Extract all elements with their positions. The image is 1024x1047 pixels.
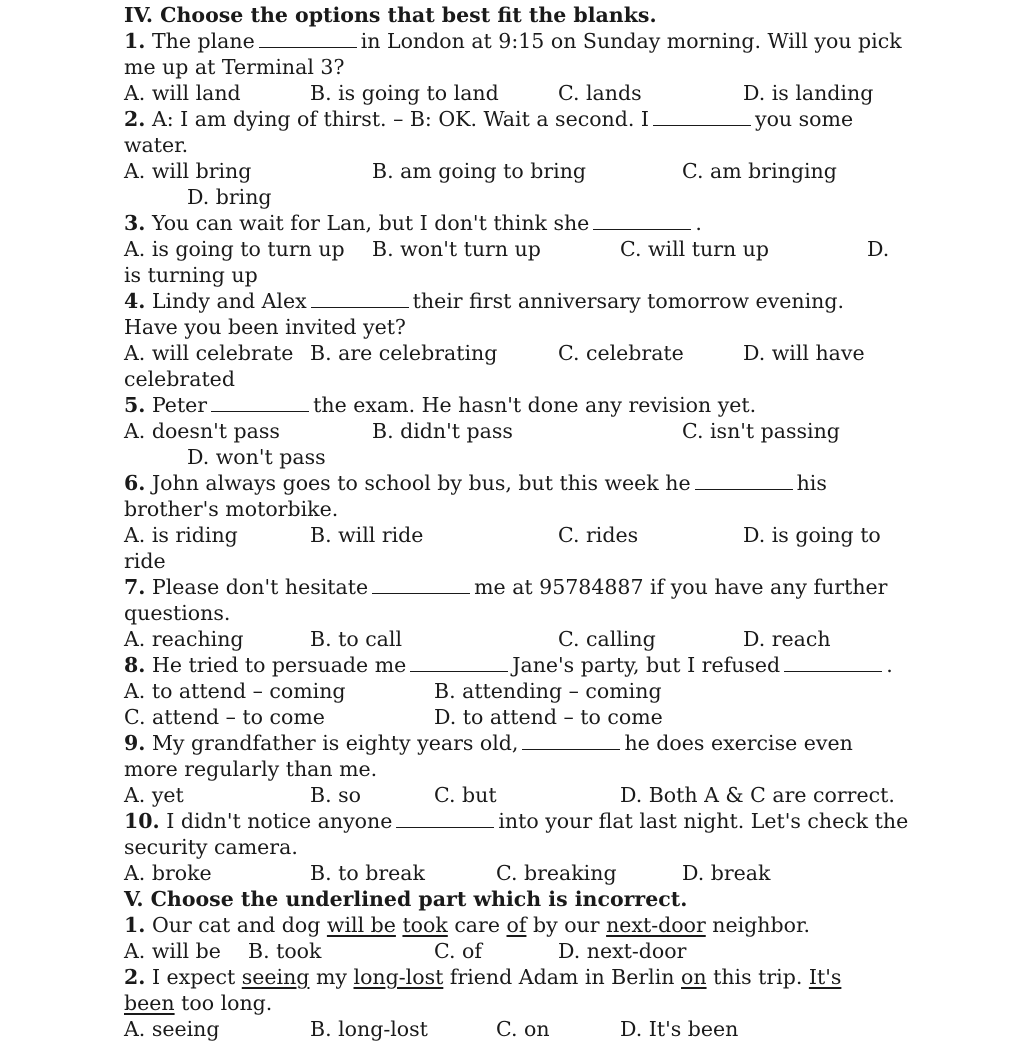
q6-option-c[interactable]: C. rides — [558, 523, 639, 547]
section-5-heading: V. Choose the underlined part which is incorrect. — [124, 887, 688, 911]
q7-options — [124, 626, 914, 652]
s5-q2-underline-b: long-lost — [353, 965, 444, 989]
s5-q1-text-4: neighbor. — [712, 913, 811, 937]
q6-option-b[interactable]: B. will ride — [310, 523, 424, 547]
q3-text-post: . — [695, 211, 702, 235]
s5-q1-text-3: by our — [532, 913, 600, 937]
q3-option-d[interactable]: D. — [867, 237, 890, 261]
q7-stem-cont: questions. — [124, 601, 231, 625]
q3-number: 3. — [124, 211, 146, 235]
q6-option-d[interactable]: D. is going to — [743, 523, 881, 547]
s5-q2-options — [124, 1016, 914, 1042]
s5-q1-option-a[interactable]: A. will be — [124, 939, 221, 963]
q2-options — [124, 158, 914, 184]
q4-option-d[interactable]: D. will have — [743, 341, 865, 365]
q5-option-c[interactable]: C. isn't passing — [682, 419, 840, 443]
q4-option-b[interactable]: B. are celebrating — [310, 341, 498, 365]
q1-number: 1. — [124, 29, 146, 53]
q4-text-post: their first anniversary tomorrow evening. — [412, 289, 844, 313]
q4-blank — [311, 288, 409, 308]
q8-stem — [124, 652, 914, 678]
q1-option-c[interactable]: C. lands — [558, 81, 642, 105]
s5-q2-text-4: this trip. — [713, 965, 803, 989]
q8-text-pre: He tried to persuade me — [151, 653, 407, 677]
s5-q2-text-2: my — [315, 965, 347, 989]
s5-q2-option-a[interactable]: A. seeing — [124, 1017, 220, 1041]
q1-option-d[interactable]: D. is landing — [743, 81, 874, 105]
q8-blank-1 — [410, 652, 508, 672]
q10-text-pre: I didn't notice anyone — [166, 809, 393, 833]
q9-option-b[interactable]: B. so — [310, 783, 361, 807]
q6-option-d-cont: ride — [124, 549, 166, 573]
s5-q1-option-c[interactable]: C. of — [434, 939, 482, 963]
q3-option-c[interactable]: C. will turn up — [620, 237, 770, 261]
q3-stem — [124, 210, 914, 236]
q9-blank — [522, 730, 620, 750]
q2-stem — [124, 106, 914, 132]
s5-q1-option-d[interactable]: D. next-door — [558, 939, 687, 963]
s5-q2-underline-a: seeing — [241, 965, 310, 989]
s5-q1-options — [124, 938, 914, 964]
q9-option-d[interactable]: D. Both A & C are correct. — [620, 783, 895, 807]
s5-q2-option-c[interactable]: C. on — [496, 1017, 550, 1041]
s5-q2-number: 2. — [124, 965, 146, 989]
q5-stem — [124, 392, 914, 418]
q3-option-b[interactable]: B. won't turn up — [372, 237, 541, 261]
s5-q2-stem — [124, 964, 914, 990]
s5-q1-underline-d: next-door — [606, 913, 706, 937]
worksheet — [124, 2, 914, 1042]
q10-stem-cont: security camera. — [124, 835, 298, 859]
q7-option-a[interactable]: A. reaching — [124, 627, 244, 651]
q8-option-c[interactable]: C. attend – to come — [124, 705, 325, 729]
q8-option-d[interactable]: D. to attend – to come — [434, 705, 663, 729]
s5-q2-underline-c: on — [681, 965, 707, 989]
q8-option-a[interactable]: A. to attend – coming — [124, 679, 346, 703]
s5-q1-text-2: care — [454, 913, 500, 937]
q6-options — [124, 522, 914, 548]
q9-text-pre: My grandfather is eighty years old, — [151, 731, 519, 755]
s5-q1-number: 1. — [124, 913, 146, 937]
s5-q2-stem-cont — [124, 990, 914, 1016]
s5-q1-underline-b: took — [402, 913, 448, 937]
q4-option-a[interactable]: A. will celebrate — [124, 341, 294, 365]
q3-blank — [593, 210, 691, 230]
q7-text-post: me at 95784887 if you have any further — [474, 575, 888, 599]
q9-options — [124, 782, 914, 808]
q5-text-pre: Peter — [151, 393, 208, 417]
q1-stem — [124, 28, 914, 54]
q7-blank — [372, 574, 470, 594]
s5-q1-underline-c: of — [506, 913, 527, 937]
q1-text-pre: The plane — [151, 29, 255, 53]
q2-option-c[interactable]: C. am bringing — [682, 159, 837, 183]
q7-text-pre: Please don't hesitate — [151, 575, 369, 599]
q4-options — [124, 340, 914, 366]
q6-blank — [695, 470, 793, 490]
s5-q1-stem — [124, 912, 914, 938]
q5-option-b[interactable]: B. didn't pass — [372, 419, 513, 443]
q3-option-d-cont: is turning up — [124, 263, 258, 287]
q7-number: 7. — [124, 575, 146, 599]
s5-q2-text-1: I expect — [151, 965, 236, 989]
q4-number: 4. — [124, 289, 146, 313]
q10-option-d[interactable]: D. break — [682, 861, 771, 885]
q6-option-a[interactable]: A. is riding — [124, 523, 238, 547]
q9-option-a[interactable]: A. yet — [124, 783, 184, 807]
q10-stem — [124, 808, 914, 834]
q10-option-c[interactable]: C. breaking — [496, 861, 617, 885]
q8-number: 8. — [124, 653, 146, 677]
q7-option-c[interactable]: C. calling — [558, 627, 656, 651]
q2-text-post: you some — [755, 107, 854, 131]
q4-option-c[interactable]: C. celebrate — [558, 341, 684, 365]
q2-blank — [653, 106, 751, 126]
q1-blank — [259, 28, 357, 48]
q9-stem-cont: more regularly than me. — [124, 757, 378, 781]
q8-text-post: . — [886, 653, 893, 677]
q8-text-mid: Jane's party, but I refused — [512, 653, 781, 677]
s5-q2-option-d[interactable]: D. It's been — [620, 1017, 739, 1041]
q10-blank — [396, 808, 494, 828]
q7-stem — [124, 574, 914, 600]
q9-option-c[interactable]: C. but — [434, 783, 497, 807]
s5-q2-option-b[interactable]: B. long-lost — [310, 1017, 428, 1041]
q10-number: 10. — [124, 809, 160, 833]
q7-option-b[interactable]: B. to call — [310, 627, 403, 651]
section-4-heading: IV. Choose the options that best fit the blanks. — [124, 3, 657, 27]
q9-text-post: he does exercise even — [624, 731, 853, 755]
q6-text-pre: John always goes to school by bus, but this week he — [151, 471, 691, 495]
q5-options — [124, 418, 914, 444]
q5-number: 5. — [124, 393, 146, 417]
q2-option-d[interactable]: D. bring — [187, 185, 272, 209]
q6-text-post: his — [796, 471, 827, 495]
q2-option-b[interactable]: B. am going to bring — [372, 159, 587, 183]
q2-number: 2. — [124, 107, 146, 131]
q5-blank — [211, 392, 309, 412]
q8-options-row2 — [124, 704, 914, 730]
q10-option-b[interactable]: B. to break — [310, 861, 425, 885]
q10-options — [124, 860, 914, 886]
q4-stem-cont: Have you been invited yet? — [124, 315, 406, 339]
q7-option-d[interactable]: D. reach — [743, 627, 831, 651]
s5-q1-option-b[interactable]: B. took — [248, 939, 322, 963]
s5-q2-underline-d-part2: been — [124, 991, 175, 1015]
q8-blank-2 — [784, 652, 882, 672]
q8-option-b[interactable]: B. attending – coming — [434, 679, 662, 703]
q1-option-a[interactable]: A. will land — [124, 81, 241, 105]
q4-option-d-cont: celebrated — [124, 367, 235, 391]
s5-q2-underline-d-part1: It's — [808, 965, 842, 989]
q4-text-pre: Lindy and Alex — [151, 289, 307, 313]
q6-number: 6. — [124, 471, 146, 495]
q3-option-a[interactable]: A. is going to turn up — [124, 237, 345, 261]
q8-options-row1 — [124, 678, 914, 704]
q2-option-a[interactable]: A. will bring — [124, 159, 252, 183]
q1-options — [124, 80, 914, 106]
s5-q1-text-1: Our cat and dog — [151, 913, 321, 937]
s5-q2-text-3: friend Adam in Berlin — [449, 965, 675, 989]
q9-stem — [124, 730, 914, 756]
s5-q1-underline-a: will be — [326, 913, 396, 937]
q3-options — [124, 236, 914, 262]
q5-option-d[interactable]: D. won't pass — [187, 445, 326, 469]
q9-number: 9. — [124, 731, 146, 755]
q2-text-pre: A: I am dying of thirst. – B: OK. Wait a second. I — [151, 107, 649, 131]
q1-option-b[interactable]: B. is going to land — [310, 81, 499, 105]
s5-q2-text-5: too long. — [181, 991, 273, 1015]
q10-text-post: into your flat last night. Let's check the — [498, 809, 909, 833]
q4-stem — [124, 288, 914, 314]
q10-option-a[interactable]: A. broke — [124, 861, 212, 885]
q6-stem-cont: brother's motorbike. — [124, 497, 339, 521]
q5-option-a[interactable]: A. doesn't pass — [124, 419, 280, 443]
q1-stem-cont: me up at Terminal 3? — [124, 55, 345, 79]
q6-stem — [124, 470, 914, 496]
q5-text-post: the exam. He hasn't done any revision yet. — [313, 393, 757, 417]
q2-stem-cont: water. — [124, 133, 189, 157]
q1-text-post: in London at 9:15 on Sunday morning. Will you pick — [360, 29, 902, 53]
q3-text-pre: You can wait for Lan, but I don't think she — [151, 211, 590, 235]
